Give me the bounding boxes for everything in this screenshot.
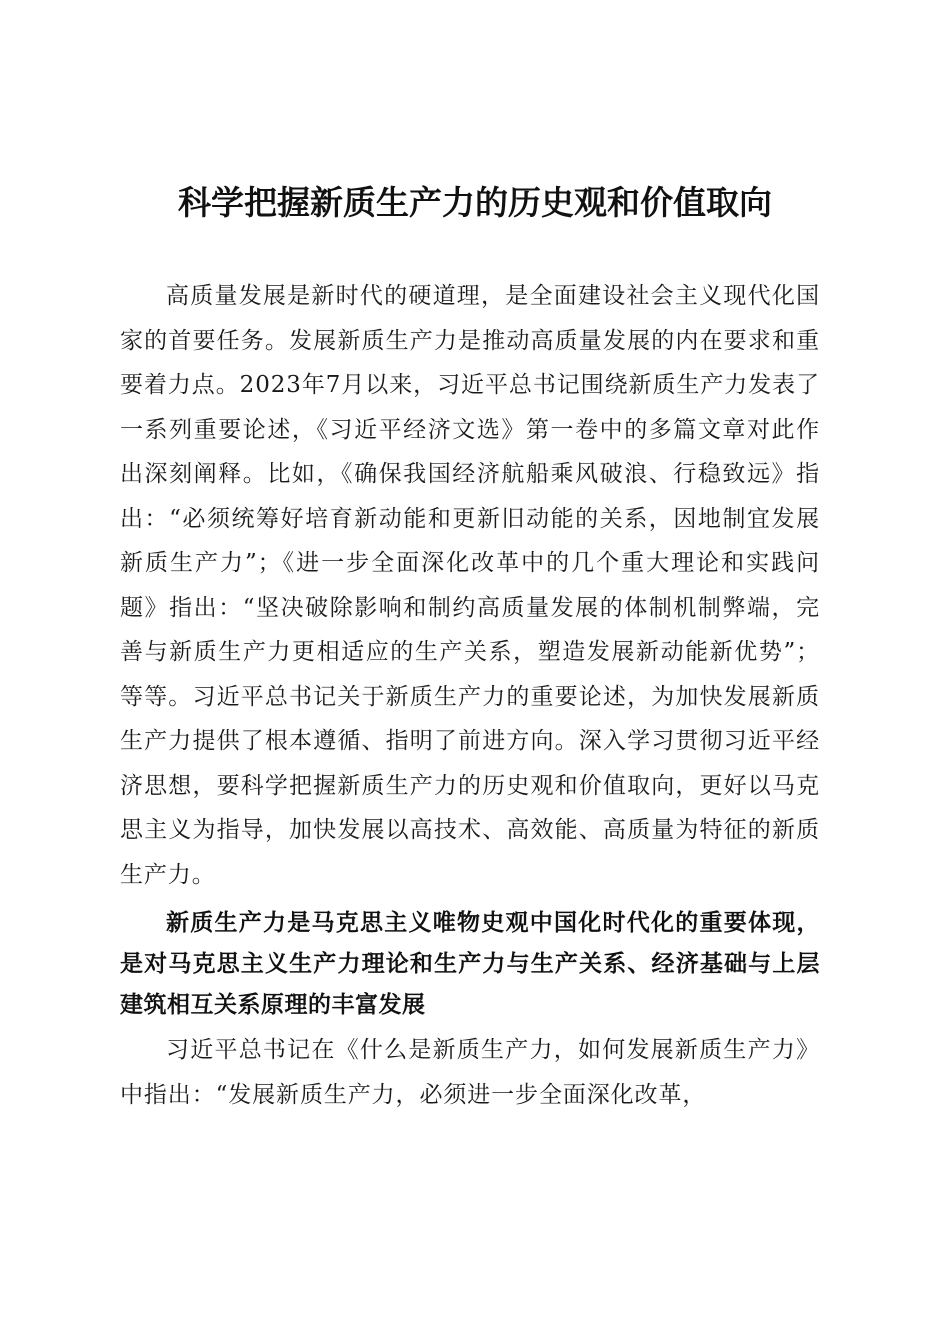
document-body: [120, 274, 820, 1117]
section-heading-1: 新质生产力是马克思主义唯物史观中国化时代化的重要体现，是对马克思主义生产力理论和生产力与生产关系、经济基础与上层建筑相互关系原理的丰富发展: [120, 910, 820, 1018]
document-title: 科学把握新质生产力的历史观和价值取向: [178, 183, 772, 222]
body-paragraph-2: 习近平总书记在《什么是新质生产力，如何发展新质生产力》中指出：“发展新质生产力，必须进一步全面深化改革，: [120, 1037, 820, 1108]
body-paragraph-1: 高质量发展是新时代的硬道理，是全面建设社会主义现代化国家的首要任务。发展新质生产力是推动高质量发展的内在要求和重要着力点。2023年7月以来，习近平总书记围绕新质生产力发表了一系列重要论述，《习近平经济文选》第一卷中的多篇文章对此作出深刻阐释。比如，《确保我国经济航船乘风破浪、行稳致远》指出：“必须统筹好培育新动能和更新旧动能的关系，因地制宜发展新质生产力”；《进一步全面深化改革中的几个重大理论和实践问题》指出：“坚决破除影响和制约高质量发展的体制机制弊端，完善与新质生产力更相适应的生产关系，塑造发展新动能新优势”；等等。习近平总书记关于新质生产力的重要论述，为加快发展新质生产力提供了根本遵循、指明了前进方向。深入学习贯彻习近平经济思想，要科学把握新质生产力的历史观和价值取向，更好以马克思主义为指导，加快发展以高技术、高效能、高质量为特征的新质生产力。: [120, 283, 820, 888]
